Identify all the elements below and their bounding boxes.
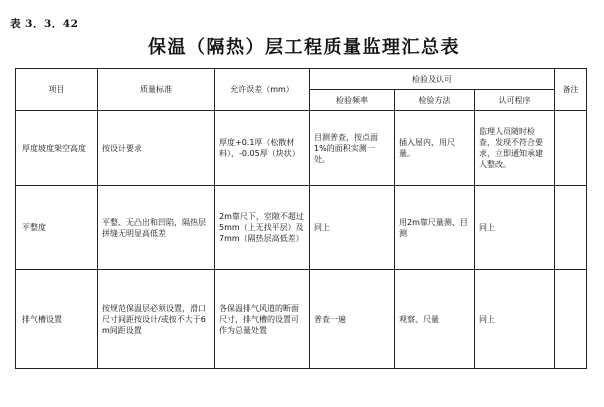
- row-item: 平整度: [16, 186, 98, 270]
- header-inspection-group: 检验及认可: [310, 69, 555, 90]
- row-method: 用2m靠尺量测、目测: [395, 186, 475, 270]
- row-frequency: 目测普查，按点面1%的面积实测一处。: [310, 111, 395, 186]
- header-method: 检验方法: [395, 90, 475, 111]
- row-remarks: [555, 186, 587, 270]
- row-standard: 按设计要求: [98, 111, 215, 186]
- header-standard: 质量标准: [98, 69, 215, 111]
- row-approval: 监理人员随时检查，发现不符合要求，立即通知承建人整改。: [475, 111, 555, 186]
- header-tolerance: 允许误差（mm）: [215, 69, 310, 111]
- table-row: [16, 186, 587, 270]
- row-approval: 同上: [475, 270, 555, 369]
- row-standard: 按规范保温层必须设置，滑口尺寸间距按设计/或按不大于6m间距设置: [98, 270, 215, 369]
- header-frequency: 检验频率: [310, 90, 395, 111]
- row-remarks: [555, 270, 587, 369]
- row-method: 观察、尺量: [395, 270, 475, 369]
- row-standard: 平整、无凸出和凹陷，隔热层拼缝无明显高低差: [98, 186, 215, 270]
- header-remarks: 备注: [555, 69, 587, 111]
- row-frequency: 普查一遍: [310, 270, 395, 369]
- header-item: 项目: [16, 69, 98, 111]
- row-remarks: [555, 111, 587, 186]
- row-tolerance: 厚度+0.1厚（松散材料），-0.05厚（块状）: [215, 111, 310, 186]
- row-tolerance: 2m靠尺下，室隙不超过5mm（上无找平层）及7mm（隔热层高低差）: [215, 186, 310, 270]
- row-frequency: 同上: [310, 186, 395, 270]
- quality-summary-table: [15, 68, 587, 369]
- header-row: [16, 69, 587, 90]
- table-row: [16, 270, 587, 369]
- table-row: [16, 111, 587, 186]
- row-method: 插入屋内，用尺量。: [395, 111, 475, 186]
- table-number: 表 3．3．42: [10, 18, 79, 30]
- row-item: 厚度坡度架空高度: [16, 111, 98, 186]
- row-approval: 同上: [475, 186, 555, 270]
- header-approval: 认可程序: [475, 90, 555, 111]
- row-tolerance: 各保温排气风道的断面尺寸，排气槽的设置可作为总量处置: [215, 270, 310, 369]
- row-item: 排气槽设置: [16, 270, 98, 369]
- page-title: 保温（隔热）层工程质量监理汇总表: [148, 37, 460, 58]
